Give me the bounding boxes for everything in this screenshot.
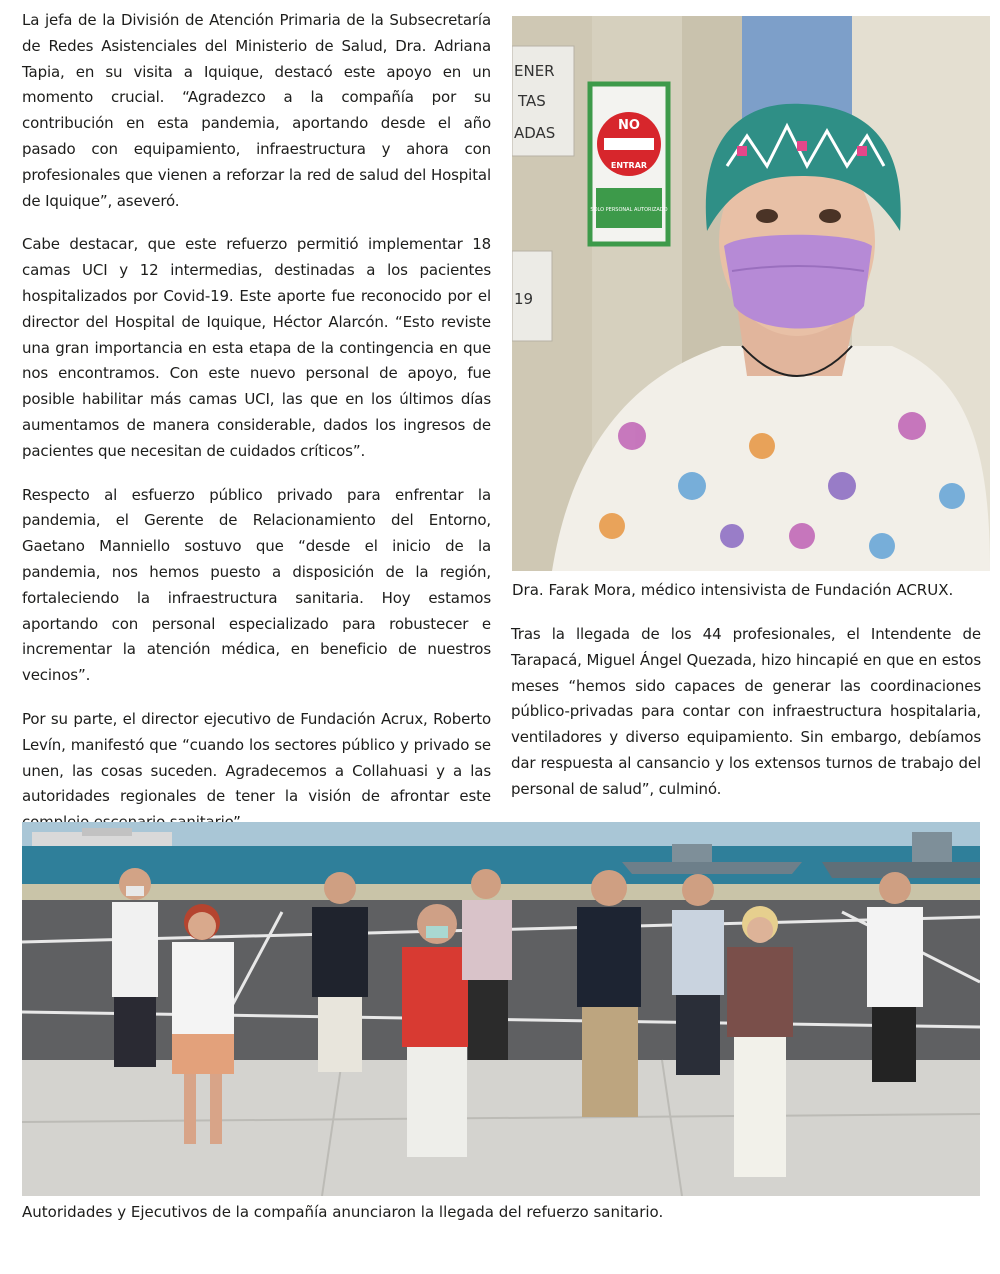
left-text-column (22, 8, 491, 854)
doctor-photo (512, 16, 990, 571)
paragraph-camas-uci: Cabe destacar, que este refuerzo permitió implementar 18 camas UCI y 12 intermedias, destinadas a los pacientes hospitalizados por Covid-19. Este aporte fue reconocido por el director del Hospital de Iquique, Héctor Alarcón. “Esto reviste una gran importancia en esta etapa de la contingencia en que nos encontramos. Con este nuevo personal de apoyo, fue posible habilitar más camas UCI, las que en los últimos días aumentamos de manera considerable, dados los ingresos de pacientes que necesitan de cuidados críticos”. (22, 235, 491, 460)
paragraph-roberto-levin: Por su parte, el director ejecutivo de Fundación Acrux, Roberto Levín, manifestó que “cuando los sectores público y privado se unen, las cosas suceden. Agradecemos a Collahuasi y a las autoridades regionales de tener la visión de afrontar este (22, 709, 491, 806)
sign-no: NO (618, 118, 640, 133)
group-photo (22, 822, 980, 1196)
group-photo-illustration (22, 822, 980, 1196)
paragraph-gaetano-manniello: Respecto al esfuerzo público privado para enfrentar la pandemia, el Gerente de Relacionamiento del Entorno, Gaetano Manniello sostuvo que “desde el inicio de la pandemia, nos hemos puesto a disposición de la región, fortaleciendo la infraestructura sanitaria. Hoy estamos aportando con personal especializado para robustecer e incrementar la atención médica, en beneficio de nuestros vecinos”. (22, 485, 491, 685)
wall-sign-line-1: ENER (514, 62, 555, 80)
paragraph-adriana-tapia: La jefa de la División de Atención Primaria de la Subsecretaría de Redes Asistenciales del Ministerio de Salud, Dra. Adriana Tapia, en su visita a Iquique, destacó este apoyo en un momento crucial. “Agradezco a la compañía por su contribución en esta pandemia, aportando desde el año pasado con equipamiento, infraestructura y ahora con profesionales que vienen a reforzar la red de salud del Hospital de Iquique”, aseveró. (22, 11, 491, 210)
right-text-column (511, 622, 981, 821)
doctor-photo-caption: Dra. Farak Mora, médico intensivista de Fundación ACRUX. (512, 581, 954, 599)
wall-sign-line-3: ADAS (514, 124, 556, 142)
doctor-photo-illustration (512, 16, 990, 571)
sign-small-text: SOLO PERSONAL AUTORIZADO (590, 207, 668, 213)
wall-sign-line-2: TAS (518, 92, 546, 110)
room-number: 19 (514, 290, 534, 308)
sign-entrar: ENTRAR (610, 161, 648, 170)
paragraph-miguel-angel-quezada: Tras la llegada de los 44 profesionales, el Intendente de Tarapacá, Miguel Ángel Quezada, hizo hincapié en que en estos meses “hemos sido capaces de generar las coordinaciones público-privadas para contar con infraestructura hospitalaria, ventiladores y diverso equipamiento. Sin embargo, debíamos dar respuesta al cansancio y los extensos turnos de trabajo del personal de salud”, culminó. (511, 625, 981, 798)
group-photo-caption: Autoridades y Ejecutivos de la compañía anunciaron la llegada del refuerzo sanitario. (22, 1203, 664, 1221)
